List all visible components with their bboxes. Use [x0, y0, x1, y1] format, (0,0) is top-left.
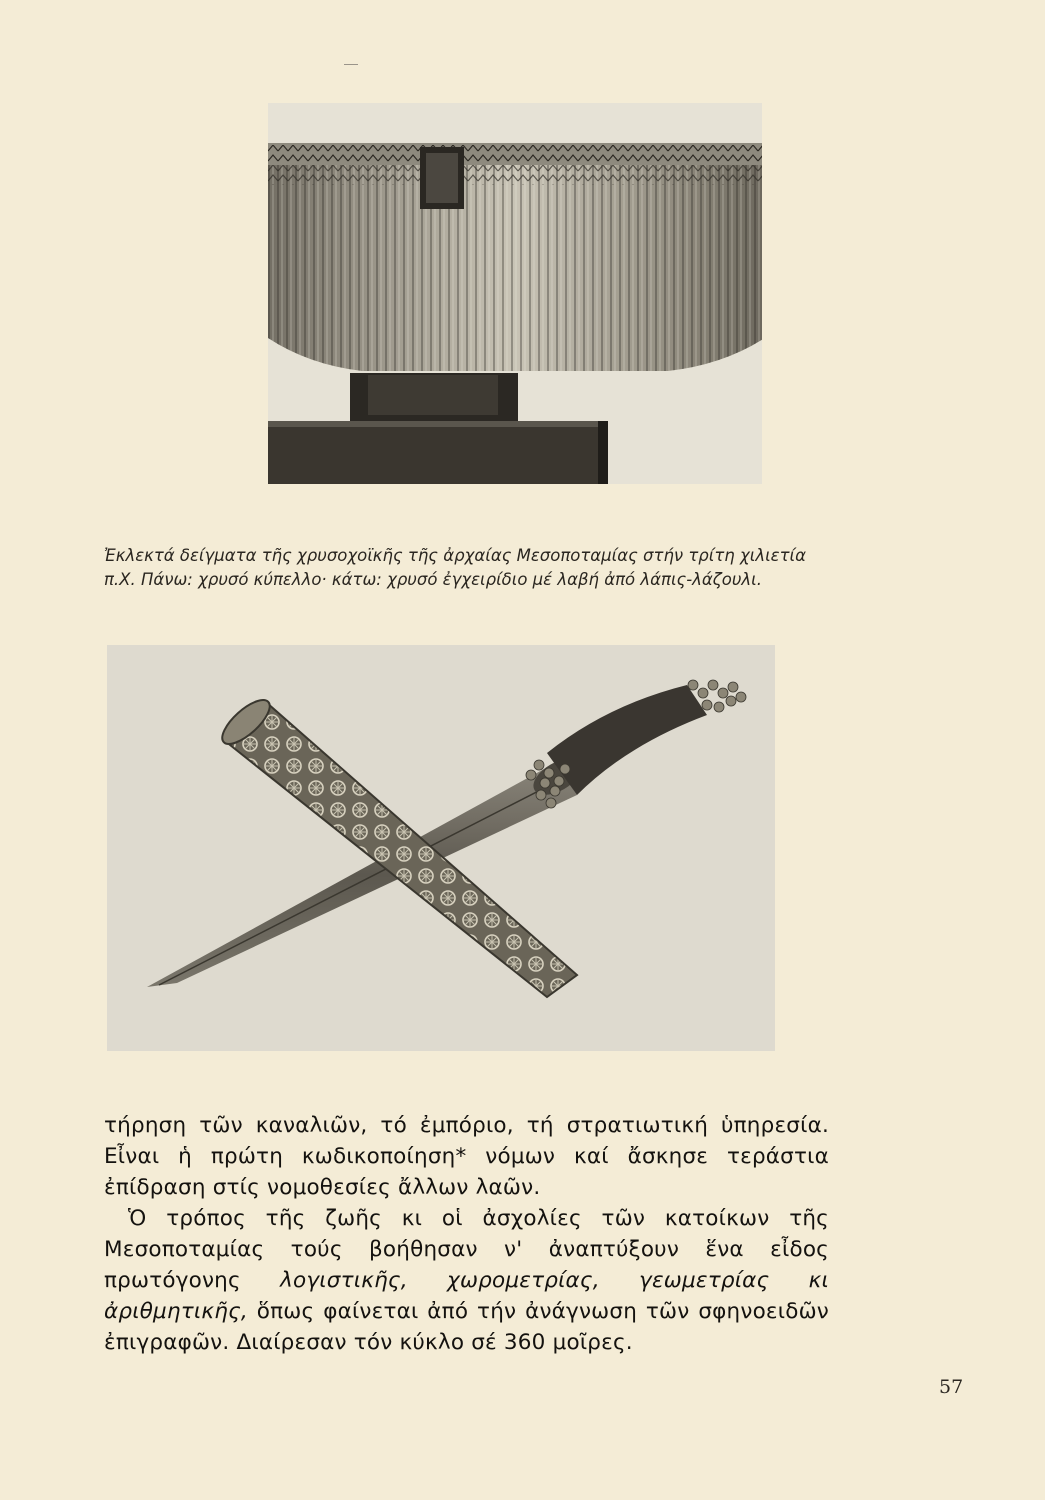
gold-dagger-photo	[107, 645, 775, 1051]
caption-line-2: π.Χ. Πάνω: χρυσό κύπελλο· κάτω: χρυσό ἐγχειρίδιο μέ λαβή ἀπό λάπις-λάζουλι.	[104, 570, 763, 589]
paragraph-2-italic-terms: λογιστικῆς, χωρομετρίας, γεωμετρίας κι ἀριθμητικῆς,	[104, 1268, 829, 1324]
paragraph-2	[104, 1203, 829, 1358]
paragraph-2-text-b: ὅπως φαίνεται ἀπό τήν ἀνάγνωση τῶν σφηνοειδῶν ἐπιγραφῶν. Διαίρεσαν τόν κύκλο σέ 360 μοῖρες.	[104, 1299, 829, 1355]
paragraph-2-text-a: Ὁ τρόπος τῆς ζωῆς κι οἱ ἀσχολίες τῶν κατοίκων τῆς Μεσοποταμίας τούς βοήθησαν ν' ἀναπτύξουν ἕνα εἶδος πρωτόγονης	[104, 1206, 829, 1293]
body-text	[104, 1110, 829, 1358]
figure-caption	[104, 544, 844, 592]
page-mark	[344, 64, 358, 65]
page-number: 57	[939, 1376, 964, 1398]
caption-line-1: Ἐκλεκτά δείγματα τῆς χρυσοχοϊκῆς τῆς ἀρχαίας Μεσοποταμίας στήν τρίτη χιλιετία	[104, 546, 806, 565]
paragraph-1: τήρηση τῶν καναλιῶν, τό ἐμπόριο, τή στρατιωτική ὑπηρεσία. Εἶναι ἡ πρώτη κωδικοποίηση* νόμων καί ἄσκησε τεράστια ἐπίδραση στίς νομοθεσίες ἄλλων λαῶν.	[104, 1113, 829, 1200]
gold-bowl-photo	[268, 103, 762, 484]
